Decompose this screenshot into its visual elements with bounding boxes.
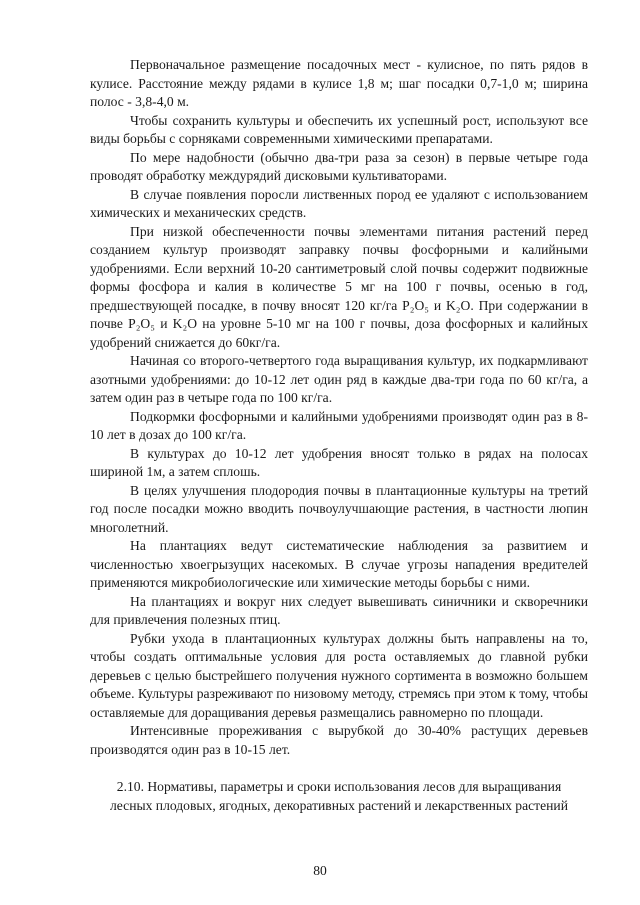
paragraph: В целях улучшения плодородия почвы в плантационные культуры на третий год после посадки можно вводить почвоулучшающие растения, в частности люпин многолетний.	[90, 482, 588, 535]
paragraph: При низкой обеспеченности почвы элементами питания растений перед созданием культур производят заправку почвы фосфорными и калийными удобрениями. Если верхний 10-20 сантиметровый слой почвы содержит подвижные формы фосфора и калия в количестве 5 мг на 100 г почвы, осенью в год, предшествующей посадке, в почву вносят 120 кг/га P₂O₅ и K₂O. При содержании в почве P₂O₅ и K₂O на уровне 5-10 мг на 100 г почвы, доза фосфорных и калийных удобрений снижается до 60кг/га.	[90, 223, 588, 350]
paragraph: Начиная со второго-четвертого года выращивания культур, их подкармливают азотными удобрениями: до 10-12 лет один ряд в каждые два-три года по 60 кг/га, а затем один раз в четыре года по 100 кг/га.	[90, 353, 588, 405]
paragraph: Рубки ухода в плантационных культурах должны быть направлены на то, чтобы создать оптимальные условия для роста оставляемых до главной рубки деревьев с целью быстрейшего получения нужного сортимента в возможно большем объеме. Культуры разреживают по низовому методу, стремясь при этом к тому, чтобы оставляемые для доращивания деревья размещались равномерно по площади.	[90, 630, 588, 720]
paragraph: На плантациях и вокруг них следует вывешивать синичники и скворечники для привлечения полезных птиц.	[90, 593, 588, 627]
paragraph: На плантациях ведут систематические наблюдения за развитием и численностью хвоегрызущих насекомых. В случае угрозы нападения вредителей применяются микробиологические или химические методы борьбы с ними.	[90, 538, 588, 590]
section-heading: 2.10. Нормативы, параметры и сроки использования лесов для выращивания лесных плодовых, ягодных, декоративных растений и лекарственных растений	[110, 779, 568, 813]
paragraph: В случае появления поросли лиственных пород ее удаляют с использованием химических и механических средств.	[90, 186, 588, 220]
paragraph: В культурах до 10-12 лет удобрения вносят только в рядах на полосах шириной 1м, а затем сплошь.	[90, 445, 588, 479]
paragraph: Подкормки фосфорными и калийными удобрениями производят один раз в 8-10 лет в дозах до 100 кг/га.	[90, 408, 588, 442]
paragraph: Чтобы сохранить культуры и обеспечить их успешный рост, используют все виды борьбы с сорняками современными химическими препаратами.	[90, 112, 588, 146]
paragraph: Первоначальное размещение посадочных мест - кулисное, по пять рядов в кулисе. Расстояние между рядами в кулисе 1,8 м; шаг посадки 0,7-1,0 м; ширина полос - 3,8-4,0 м.	[90, 57, 588, 109]
paragraph: Интенсивные прореживания с вырубкой до 30-40% растущих деревьев производятся один раз в 10-15 лет.	[90, 723, 588, 757]
page-number: 80	[313, 863, 327, 878]
body-text	[90, 56, 588, 759]
paragraph: По мере надобности (обычно два-три раза за сезон) в первые четыре года проводят обработку междурядий дисковыми культиваторами.	[90, 149, 588, 183]
